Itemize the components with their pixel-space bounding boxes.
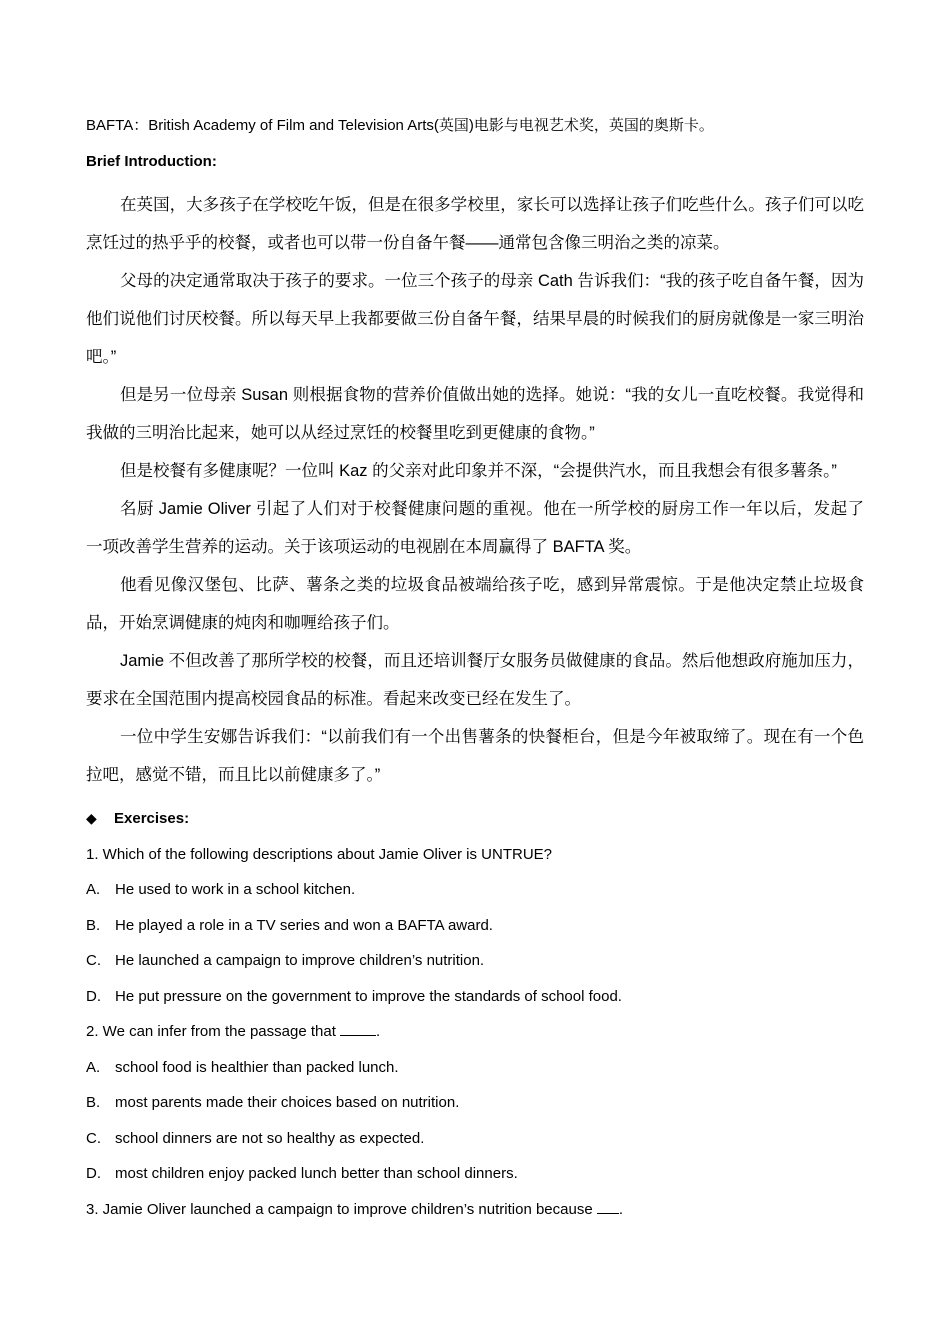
paragraph-5: 名厨 Jamie Oliver 引起了人们对于校餐健康问题的重视。他在一所学校的厨房工作一年以后，发起了一项改善学生营养的运动。关于该项运动的电视剧在本周赢得了 BAFTA 奖。 (86, 500, 864, 556)
paragraph-3: 但是另一位母亲 Susan 则根据食物的营养价值做出她的选择。她说：“我的女儿一直吃校餐。我觉得和我做的三明治比起来，她可以从经过烹饪的校餐里吃到更健康的食物。” (86, 386, 864, 442)
exercises-heading (86, 808, 864, 829)
exercises-heading-label: Exercises: (114, 810, 190, 827)
question-2-option-c: C. school dinners are not so healthy as expected. (86, 1129, 425, 1147)
document-body (86, 115, 864, 1234)
paragraph-1: 在英国，大多孩子在学校吃午饭，但是在很多学校里，家长可以选择让孩子们吃些什么。孩子们可以吃烹饪过的热乎乎的校餐，或者也可以带一份自备午餐——通常包含像三明治之类的凉菜。 (86, 196, 864, 252)
question-1-option-d: D. He put pressure on the government to improve the standards of school food. (86, 987, 622, 1005)
answer-blank (597, 1213, 619, 1214)
question-1: 1. Which of the following descriptions about Jamie Oliver is UNTRUE? (86, 845, 553, 863)
question-2-option-a: A. school food is healthier than packed lunch. (86, 1058, 399, 1076)
question-1-option-a: A. He used to work in a school kitchen. (86, 881, 356, 898)
paragraph-7: Jamie 不但改善了那所学校的校餐，而且还培训餐厅女服务员做健康的食品。然后他想政府施加压力，要求在全国范围内提高校园食品的标准。看起来改变已经在发生了。 (86, 652, 864, 708)
question-3: 3. Jamie Oliver launched a campaign to improve children’s nutrition because . (86, 1200, 624, 1218)
question-1-option-c: C. He launched a campaign to improve children’s nutrition. (86, 952, 485, 969)
paragraph-4: 但是校餐有多健康呢？一位叫 Kaz 的父亲对此印象并不深，“会提供汽水，而且我想会有很多薯条。” (120, 462, 837, 480)
paragraph-2: 父母的决定通常取决于孩子的要求。一位三个孩子的母亲 Cath 告诉我们：“我的孩子吃自备午餐，因为他们说他们讨厌校餐。所以每天早上我都要做三份自备午餐，结果早晨的时候我们的厨房就像是一家三明治吧。” (86, 272, 864, 366)
bafta-note: BAFTA：British Academy of Film and Television Arts(英国)电影与电视艺术奖，英国的奥斯卡。 (86, 117, 714, 134)
intro-title: Brief Introduction: (86, 152, 217, 170)
question-2-option-d: D. most children enjoy packed lunch better than school dinners. (86, 1165, 518, 1182)
question-2: 2. We can infer from the passage that . (86, 1023, 381, 1040)
question-2-option-b: B. most parents made their choices based on nutrition. (86, 1094, 460, 1111)
answer-blank (340, 1035, 376, 1036)
paragraph-6: 他看见像汉堡包、比萨、薯条之类的垃圾食品被端给孩子吃，感到异常震惊。于是他决定禁止垃圾食品，开始烹调健康的炖肉和咖喱给孩子们。 (86, 576, 864, 632)
diamond-bullet-icon: ◆ (86, 810, 97, 826)
question-1-option-b: B. He played a role in a TV series and won a BAFTA award. (86, 916, 493, 934)
paragraph-8: 一位中学生安娜告诉我们：“以前我们有一个出售薯条的快餐柜台，但是今年被取缔了。现在有一个色拉吧，感觉不错，而且比以前健康多了。” (86, 728, 864, 784)
